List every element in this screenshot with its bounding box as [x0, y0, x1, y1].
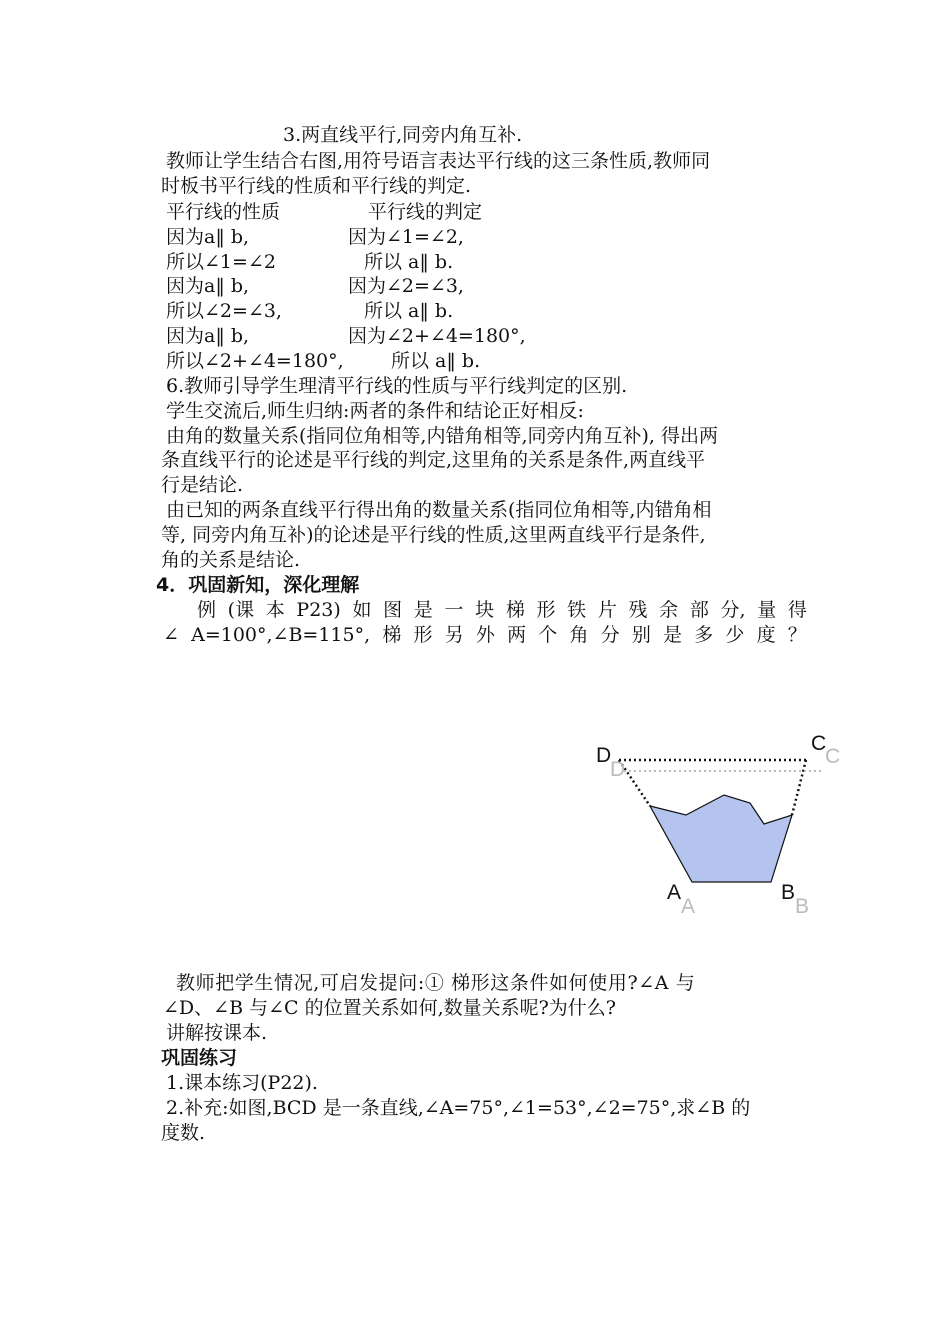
section-heading: 巩固练习: [161, 1047, 238, 1069]
example-word: P23): [296, 599, 341, 621]
text-line: 2.补充:如图,BCD 是一条直线,∠A=75°,∠1=53°,∠2=75°,求∠B 的: [166, 1097, 751, 1119]
text-line: 由已知的两条直线平行得出角的数量关系(指同位角相等,内错角相: [166, 499, 712, 521]
text-line: 教师让学生结合右图,用符号语言表达平行线的这三条性质,教师同: [166, 150, 711, 172]
example-word: 铁: [567, 599, 587, 621]
example-word: 两: [507, 624, 527, 646]
text-line: 等, 同旁内角互补)的论述是平行线的性质,这里两直线平行是条件,: [161, 524, 706, 546]
vertex-label-c: C: [811, 732, 827, 755]
example-word: 本: [265, 599, 285, 621]
example-word: 部: [689, 599, 709, 621]
example-word: 形: [413, 624, 433, 646]
vertex-ghost-label-d: D: [610, 758, 626, 781]
vertex-label-a: A: [667, 881, 682, 904]
text-line: 6.教师引导学生理清平行线的性质与平行线判定的区别.: [166, 375, 628, 397]
table-header-properties: 平行线的性质: [166, 201, 281, 223]
text-line: 行是结论.: [161, 474, 244, 496]
text-line: 由角的数量关系(指同位角相等,内错角相等,同旁内角互补), 得出两: [166, 425, 718, 447]
criteria-line: 所以 a‖ b.: [364, 300, 454, 322]
text-line: 度数.: [161, 1122, 206, 1144]
example-word: 如: [352, 599, 372, 621]
example-word: 量: [757, 599, 777, 621]
text-line: 学生交流后,师生归纳:两者的条件和结论正好相反:: [166, 400, 584, 422]
property-line: 因为a‖ b,: [166, 325, 250, 347]
text-line: 讲解按课本.: [166, 1022, 268, 1044]
example-word: A=100°,∠B=115°,: [191, 624, 371, 646]
example-word: 分,: [720, 599, 746, 621]
criteria-line: 所以 a‖ b.: [364, 251, 454, 273]
example-word: ？: [787, 624, 807, 646]
example-word: 是: [663, 624, 683, 646]
example-word: 例: [197, 599, 217, 621]
property-line: 所以∠2=∠3,: [166, 300, 282, 322]
example-word: 外: [475, 624, 495, 646]
example-word: 分: [600, 624, 620, 646]
text-line: 教师把学生情况,可启发提问:① 梯形这条件如何使用?∠A 与: [176, 972, 696, 994]
property-line: 因为a‖ b,: [166, 226, 250, 248]
example-word: 另: [444, 624, 464, 646]
table-header-criteria: 平行线的判定: [368, 201, 483, 223]
example-word: 图: [383, 599, 403, 621]
example-word: ∠: [163, 624, 179, 646]
section-heading: 4．巩固新知，深化理解: [156, 574, 360, 596]
criteria-line: 所以 a‖ b.: [391, 350, 481, 372]
criteria-line: 因为∠2+∠4=180°,: [348, 325, 526, 347]
vertex-ghost-label-a: A: [681, 895, 696, 918]
example-word: 形: [536, 599, 556, 621]
vertex-ghost-label-b: B: [795, 895, 810, 918]
example-word: 余: [659, 599, 679, 621]
example-word: 个: [538, 624, 558, 646]
vertex-ghost-label-c: C: [825, 745, 841, 768]
example-word: 是: [413, 599, 433, 621]
property-line: 因为a‖ b,: [166, 275, 250, 297]
example-word: 得: [787, 599, 807, 621]
remaining-iron-piece: [650, 795, 792, 882]
example-word: 少: [725, 624, 745, 646]
example-word: 片: [597, 599, 617, 621]
example-word: 角: [569, 624, 589, 646]
example-word: 度: [756, 624, 776, 646]
example-word: 块: [475, 599, 495, 621]
criteria-line: 因为∠2=∠3,: [348, 275, 464, 297]
text-line: ∠D、∠B 与∠C 的位置关系如何,数量关系呢?为什么?: [163, 997, 616, 1019]
text-line: 角的关系是结论.: [161, 549, 301, 571]
vertex-label-b: B: [781, 881, 796, 904]
text-line: 3.两直线平行,同旁内角互补.: [283, 124, 523, 146]
property-line: 所以∠2+∠4=180°,: [166, 350, 344, 372]
example-word: 一: [444, 599, 464, 621]
vertex-label-d: D: [596, 744, 612, 767]
example-word: (课: [227, 599, 255, 621]
text-line: 条直线平行的论述是平行线的判定,这里角的关系是条件,两直线平: [161, 449, 706, 471]
example-word: 梯: [382, 624, 402, 646]
example-word: 多: [694, 624, 714, 646]
example-word: 残: [628, 599, 648, 621]
property-line: 所以∠1=∠2: [166, 251, 276, 273]
trapezoid-right-edge-dotted: [792, 760, 806, 815]
text-line: 1.课本练习(P22).: [166, 1072, 318, 1094]
text-line: 时板书平行线的性质和平行线的判定.: [161, 175, 472, 197]
example-word: 别: [631, 624, 651, 646]
example-word: 梯: [505, 599, 525, 621]
criteria-line: 因为∠1=∠2,: [348, 226, 464, 248]
